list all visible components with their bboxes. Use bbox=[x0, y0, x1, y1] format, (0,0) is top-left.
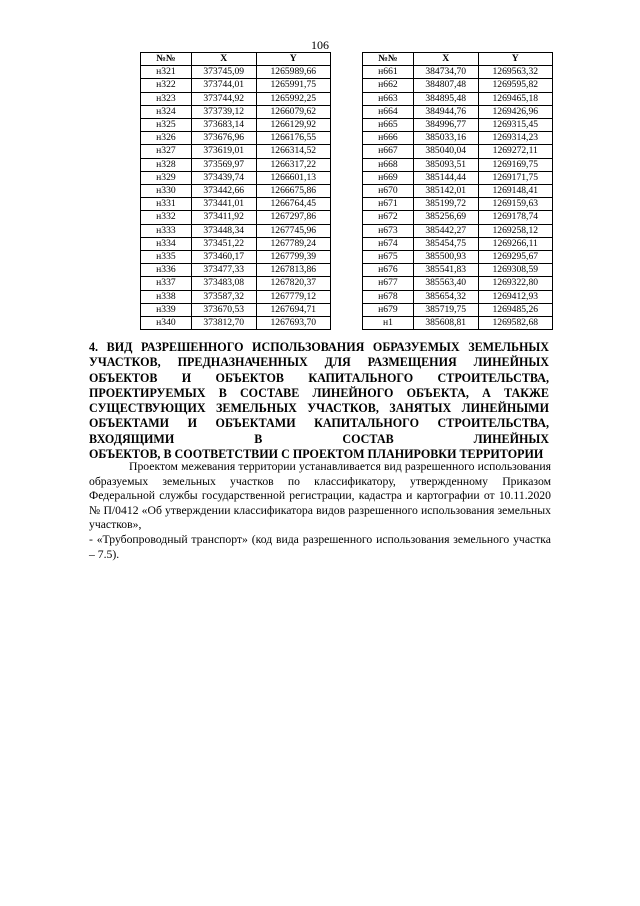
cell-point-number: н338 bbox=[141, 290, 192, 303]
table-row bbox=[363, 79, 553, 92]
cell-x: 373477,33 bbox=[191, 264, 256, 277]
cell-point-number: н669 bbox=[363, 171, 414, 184]
cell-y: 1266314,52 bbox=[256, 145, 330, 158]
cell-point-number: н329 bbox=[141, 171, 192, 184]
cell-y: 1269322,80 bbox=[478, 277, 552, 290]
cell-point-number: н325 bbox=[141, 119, 192, 132]
cell-point-number: н322 bbox=[141, 79, 192, 92]
header-x: X bbox=[191, 53, 256, 66]
cell-x: 385541,83 bbox=[413, 264, 478, 277]
cell-x: 373460,17 bbox=[191, 251, 256, 264]
cell-y: 1266601,13 bbox=[256, 171, 330, 184]
cell-y: 1267813,86 bbox=[256, 264, 330, 277]
cell-x: 373744,92 bbox=[191, 92, 256, 105]
cell-point-number: н331 bbox=[141, 198, 192, 211]
cell-y: 1269595,82 bbox=[478, 79, 552, 92]
cell-x: 373569,97 bbox=[191, 158, 256, 171]
header-point-number: №№ bbox=[363, 53, 414, 66]
cell-point-number: н676 bbox=[363, 264, 414, 277]
cell-y: 1269272,11 bbox=[478, 145, 552, 158]
cell-y: 1266317,22 bbox=[256, 158, 330, 171]
cell-point-number: н335 bbox=[141, 251, 192, 264]
cell-y: 1266129,92 bbox=[256, 119, 330, 132]
cell-point-number: н678 bbox=[363, 290, 414, 303]
table-row bbox=[141, 92, 331, 105]
body-text bbox=[89, 460, 551, 562]
cell-x: 373670,53 bbox=[191, 303, 256, 316]
cell-point-number: н673 bbox=[363, 224, 414, 237]
cell-x: 385654,32 bbox=[413, 290, 478, 303]
cell-x: 373745,09 bbox=[191, 66, 256, 79]
table-row bbox=[363, 198, 553, 211]
table-row bbox=[141, 171, 331, 184]
cell-x: 385442,27 bbox=[413, 224, 478, 237]
table-row bbox=[141, 79, 331, 92]
table-row bbox=[363, 237, 553, 250]
cell-y: 1269266,11 bbox=[478, 237, 552, 250]
cell-point-number: н667 bbox=[363, 145, 414, 158]
cell-y: 1266675,86 bbox=[256, 185, 330, 198]
cell-point-number: н679 bbox=[363, 303, 414, 316]
cell-x: 373739,12 bbox=[191, 105, 256, 118]
cell-x: 385719,75 bbox=[413, 303, 478, 316]
table-row bbox=[363, 251, 553, 264]
cell-point-number: н327 bbox=[141, 145, 192, 158]
table-row bbox=[363, 105, 553, 118]
table-row bbox=[363, 158, 553, 171]
cell-x: 384807,48 bbox=[413, 79, 478, 92]
list-item: - «Трубопроводный транспорт» (код вида разрешенного использования земельного участка – 7.5). bbox=[89, 532, 551, 561]
cell-point-number: н662 bbox=[363, 79, 414, 92]
cell-point-number: н671 bbox=[363, 198, 414, 211]
cell-y: 1269295,67 bbox=[478, 251, 552, 264]
table-row bbox=[363, 211, 553, 224]
cell-point-number: н672 bbox=[363, 211, 414, 224]
cell-y: 1269308,59 bbox=[478, 264, 552, 277]
cell-y: 1267745,96 bbox=[256, 224, 330, 237]
cell-point-number: н332 bbox=[141, 211, 192, 224]
table-row bbox=[363, 224, 553, 237]
page-number: 106 bbox=[311, 38, 329, 52]
cell-point-number: н666 bbox=[363, 132, 414, 145]
header-point-number: №№ bbox=[141, 53, 192, 66]
cell-point-number: н670 bbox=[363, 185, 414, 198]
cell-point-number: н323 bbox=[141, 92, 192, 105]
table-row bbox=[141, 251, 331, 264]
cell-y: 1269563,32 bbox=[478, 66, 552, 79]
cell-x: 373448,34 bbox=[191, 224, 256, 237]
cell-x: 385563,40 bbox=[413, 277, 478, 290]
table-row bbox=[363, 171, 553, 184]
cell-point-number: н336 bbox=[141, 264, 192, 277]
cell-y: 1269159,63 bbox=[478, 198, 552, 211]
section-heading-text: 4. ВИД РАЗРЕШЕННОГО ИСПОЛЬЗОВАНИЯ ОБРАЗУЕМЫХ ЗЕМЕЛЬНЫХ УЧАСТКОВ, ПРЕДНАЗНАЧЕННЫХ ДЛЯ РАЗМЕЩЕНИЯ ЛИНЕЙНЫХ ОБЪЕКТОВ И ОБЪЕКТОВ КАПИТАЛЬНОГО СТРОИТЕЛЬСТВА, ПРОЕКТИРУЕМЫХ В СОСТАВЕ ЛИНЕЙНОГО ОБЪЕКТА, А ТАКЖЕ СУЩЕСТВУЮЩИХ ЗЕМЕЛЬНЫХ УЧАСТКОВ, ЗАНЯТЫХ ЛИНЕЙНЫМИ ОБЪЕКТАМИ И ОБЪЕКТАМИ КАПИТАЛЬНОГО СТРОИТЕЛЬСТВА, ВХОДЯЩИМИ В СОСТАВ ЛИНЕЙНЫХ bbox=[89, 340, 549, 446]
cell-x: 385454,75 bbox=[413, 237, 478, 250]
cell-x: 385142,01 bbox=[413, 185, 478, 198]
cell-x: 373442,66 bbox=[191, 185, 256, 198]
cell-y: 1267297,86 bbox=[256, 211, 330, 224]
cell-y: 1265991,75 bbox=[256, 79, 330, 92]
cell-y: 1267779,12 bbox=[256, 290, 330, 303]
table-row bbox=[363, 119, 553, 132]
table-header-row bbox=[141, 53, 331, 66]
table-row bbox=[141, 158, 331, 171]
cell-x: 385093,51 bbox=[413, 158, 478, 171]
cell-point-number: н1 bbox=[363, 317, 414, 330]
cell-point-number: н328 bbox=[141, 158, 192, 171]
cell-x: 385199,72 bbox=[413, 198, 478, 211]
cell-y: 1269314,23 bbox=[478, 132, 552, 145]
table-row bbox=[141, 145, 331, 158]
cell-point-number: н324 bbox=[141, 105, 192, 118]
table-row bbox=[363, 132, 553, 145]
cell-x: 373619,01 bbox=[191, 145, 256, 158]
cell-point-number: н675 bbox=[363, 251, 414, 264]
table-row bbox=[363, 317, 553, 330]
table-row bbox=[141, 66, 331, 79]
cell-point-number: н321 bbox=[141, 66, 192, 79]
cell-point-number: н334 bbox=[141, 237, 192, 250]
cell-y: 1269412,93 bbox=[478, 290, 552, 303]
cell-x: 385500,93 bbox=[413, 251, 478, 264]
cell-x: 373683,14 bbox=[191, 119, 256, 132]
cell-y: 1269148,41 bbox=[478, 185, 552, 198]
table-row bbox=[141, 277, 331, 290]
cell-x: 385144,44 bbox=[413, 171, 478, 184]
cell-y: 1266176,55 bbox=[256, 132, 330, 145]
cell-y: 1267799,39 bbox=[256, 251, 330, 264]
cell-x: 373483,08 bbox=[191, 277, 256, 290]
table-row bbox=[363, 290, 553, 303]
cell-x: 373411,92 bbox=[191, 211, 256, 224]
cell-y: 1266764,45 bbox=[256, 198, 330, 211]
table-row bbox=[141, 198, 331, 211]
cell-x: 373439,74 bbox=[191, 171, 256, 184]
table-row bbox=[363, 264, 553, 277]
table-header-row bbox=[363, 53, 553, 66]
cell-x: 385040,04 bbox=[413, 145, 478, 158]
table-row bbox=[141, 237, 331, 250]
cell-x: 385256,69 bbox=[413, 211, 478, 224]
table-row bbox=[141, 264, 331, 277]
cell-point-number: н668 bbox=[363, 158, 414, 171]
table-row bbox=[363, 303, 553, 316]
cell-point-number: н339 bbox=[141, 303, 192, 316]
cell-point-number: н674 bbox=[363, 237, 414, 250]
cell-point-number: н665 bbox=[363, 119, 414, 132]
cell-point-number: н326 bbox=[141, 132, 192, 145]
table-row bbox=[141, 290, 331, 303]
cell-x: 373451,22 bbox=[191, 237, 256, 250]
coordinates-table-left bbox=[140, 52, 331, 330]
cell-y: 1267693,70 bbox=[256, 317, 330, 330]
cell-y: 1267789,24 bbox=[256, 237, 330, 250]
table-row bbox=[363, 92, 553, 105]
table-row bbox=[141, 303, 331, 316]
cell-x: 384734,70 bbox=[413, 66, 478, 79]
cell-y: 1265992,25 bbox=[256, 92, 330, 105]
cell-x: 373441,01 bbox=[191, 198, 256, 211]
cell-x: 373587,32 bbox=[191, 290, 256, 303]
cell-point-number: н661 bbox=[363, 66, 414, 79]
header-y: Y bbox=[478, 53, 552, 66]
cell-y: 1269315,45 bbox=[478, 119, 552, 132]
table-row bbox=[363, 145, 553, 158]
cell-x: 385033,16 bbox=[413, 132, 478, 145]
cell-point-number: н663 bbox=[363, 92, 414, 105]
cell-y: 1269169,75 bbox=[478, 158, 552, 171]
cell-y: 1269258,12 bbox=[478, 224, 552, 237]
cell-y: 1269485,26 bbox=[478, 303, 552, 316]
cell-y: 1267694,71 bbox=[256, 303, 330, 316]
header-y: Y bbox=[256, 53, 330, 66]
cell-y: 1269582,68 bbox=[478, 317, 552, 330]
cell-x: 373812,70 bbox=[191, 317, 256, 330]
cell-y: 1269178,74 bbox=[478, 211, 552, 224]
cell-point-number: н337 bbox=[141, 277, 192, 290]
cell-y: 1269465,18 bbox=[478, 92, 552, 105]
cell-point-number: н664 bbox=[363, 105, 414, 118]
table-row bbox=[141, 224, 331, 237]
cell-y: 1269426,96 bbox=[478, 105, 552, 118]
table-row bbox=[363, 277, 553, 290]
cell-x: 384944,76 bbox=[413, 105, 478, 118]
cell-x: 373676,96 bbox=[191, 132, 256, 145]
cell-point-number: н677 bbox=[363, 277, 414, 290]
cell-x: 384996,77 bbox=[413, 119, 478, 132]
cell-y: 1265989,66 bbox=[256, 66, 330, 79]
cell-x: 385608,81 bbox=[413, 317, 478, 330]
paragraph: Проектом межевания территории устанавливается вид разрешенного использования образуемых земельных участков по классификатору, утвержденному Приказом Федеральной службы государственной регистрации, кадастра и картографии от 10.11.2020 № П/0412 «Об утверждении классификатора видов разрешенного использования земельных участков», bbox=[89, 460, 551, 532]
cell-point-number: н340 bbox=[141, 317, 192, 330]
table-row bbox=[141, 211, 331, 224]
cell-x: 384895,48 bbox=[413, 92, 478, 105]
table-row bbox=[141, 185, 331, 198]
table-row bbox=[141, 105, 331, 118]
cell-y: 1269171,75 bbox=[478, 171, 552, 184]
coordinates-table-right bbox=[362, 52, 553, 330]
cell-y: 1267820,37 bbox=[256, 277, 330, 290]
cell-point-number: н330 bbox=[141, 185, 192, 198]
table-row bbox=[141, 119, 331, 132]
cell-y: 1266079,62 bbox=[256, 105, 330, 118]
table-row bbox=[363, 66, 553, 79]
cell-point-number: н333 bbox=[141, 224, 192, 237]
section-heading-last-line: ОБЪЕКТОВ, В СООТВЕТСТВИИ С ПРОЕКТОМ ПЛАНИРОВКИ ТЕРРИТОРИИ bbox=[89, 447, 544, 462]
section-heading bbox=[89, 340, 549, 462]
table-row bbox=[363, 185, 553, 198]
header-x: X bbox=[413, 53, 478, 66]
table-row bbox=[141, 317, 331, 330]
cell-x: 373744,01 bbox=[191, 79, 256, 92]
table-row bbox=[141, 132, 331, 145]
